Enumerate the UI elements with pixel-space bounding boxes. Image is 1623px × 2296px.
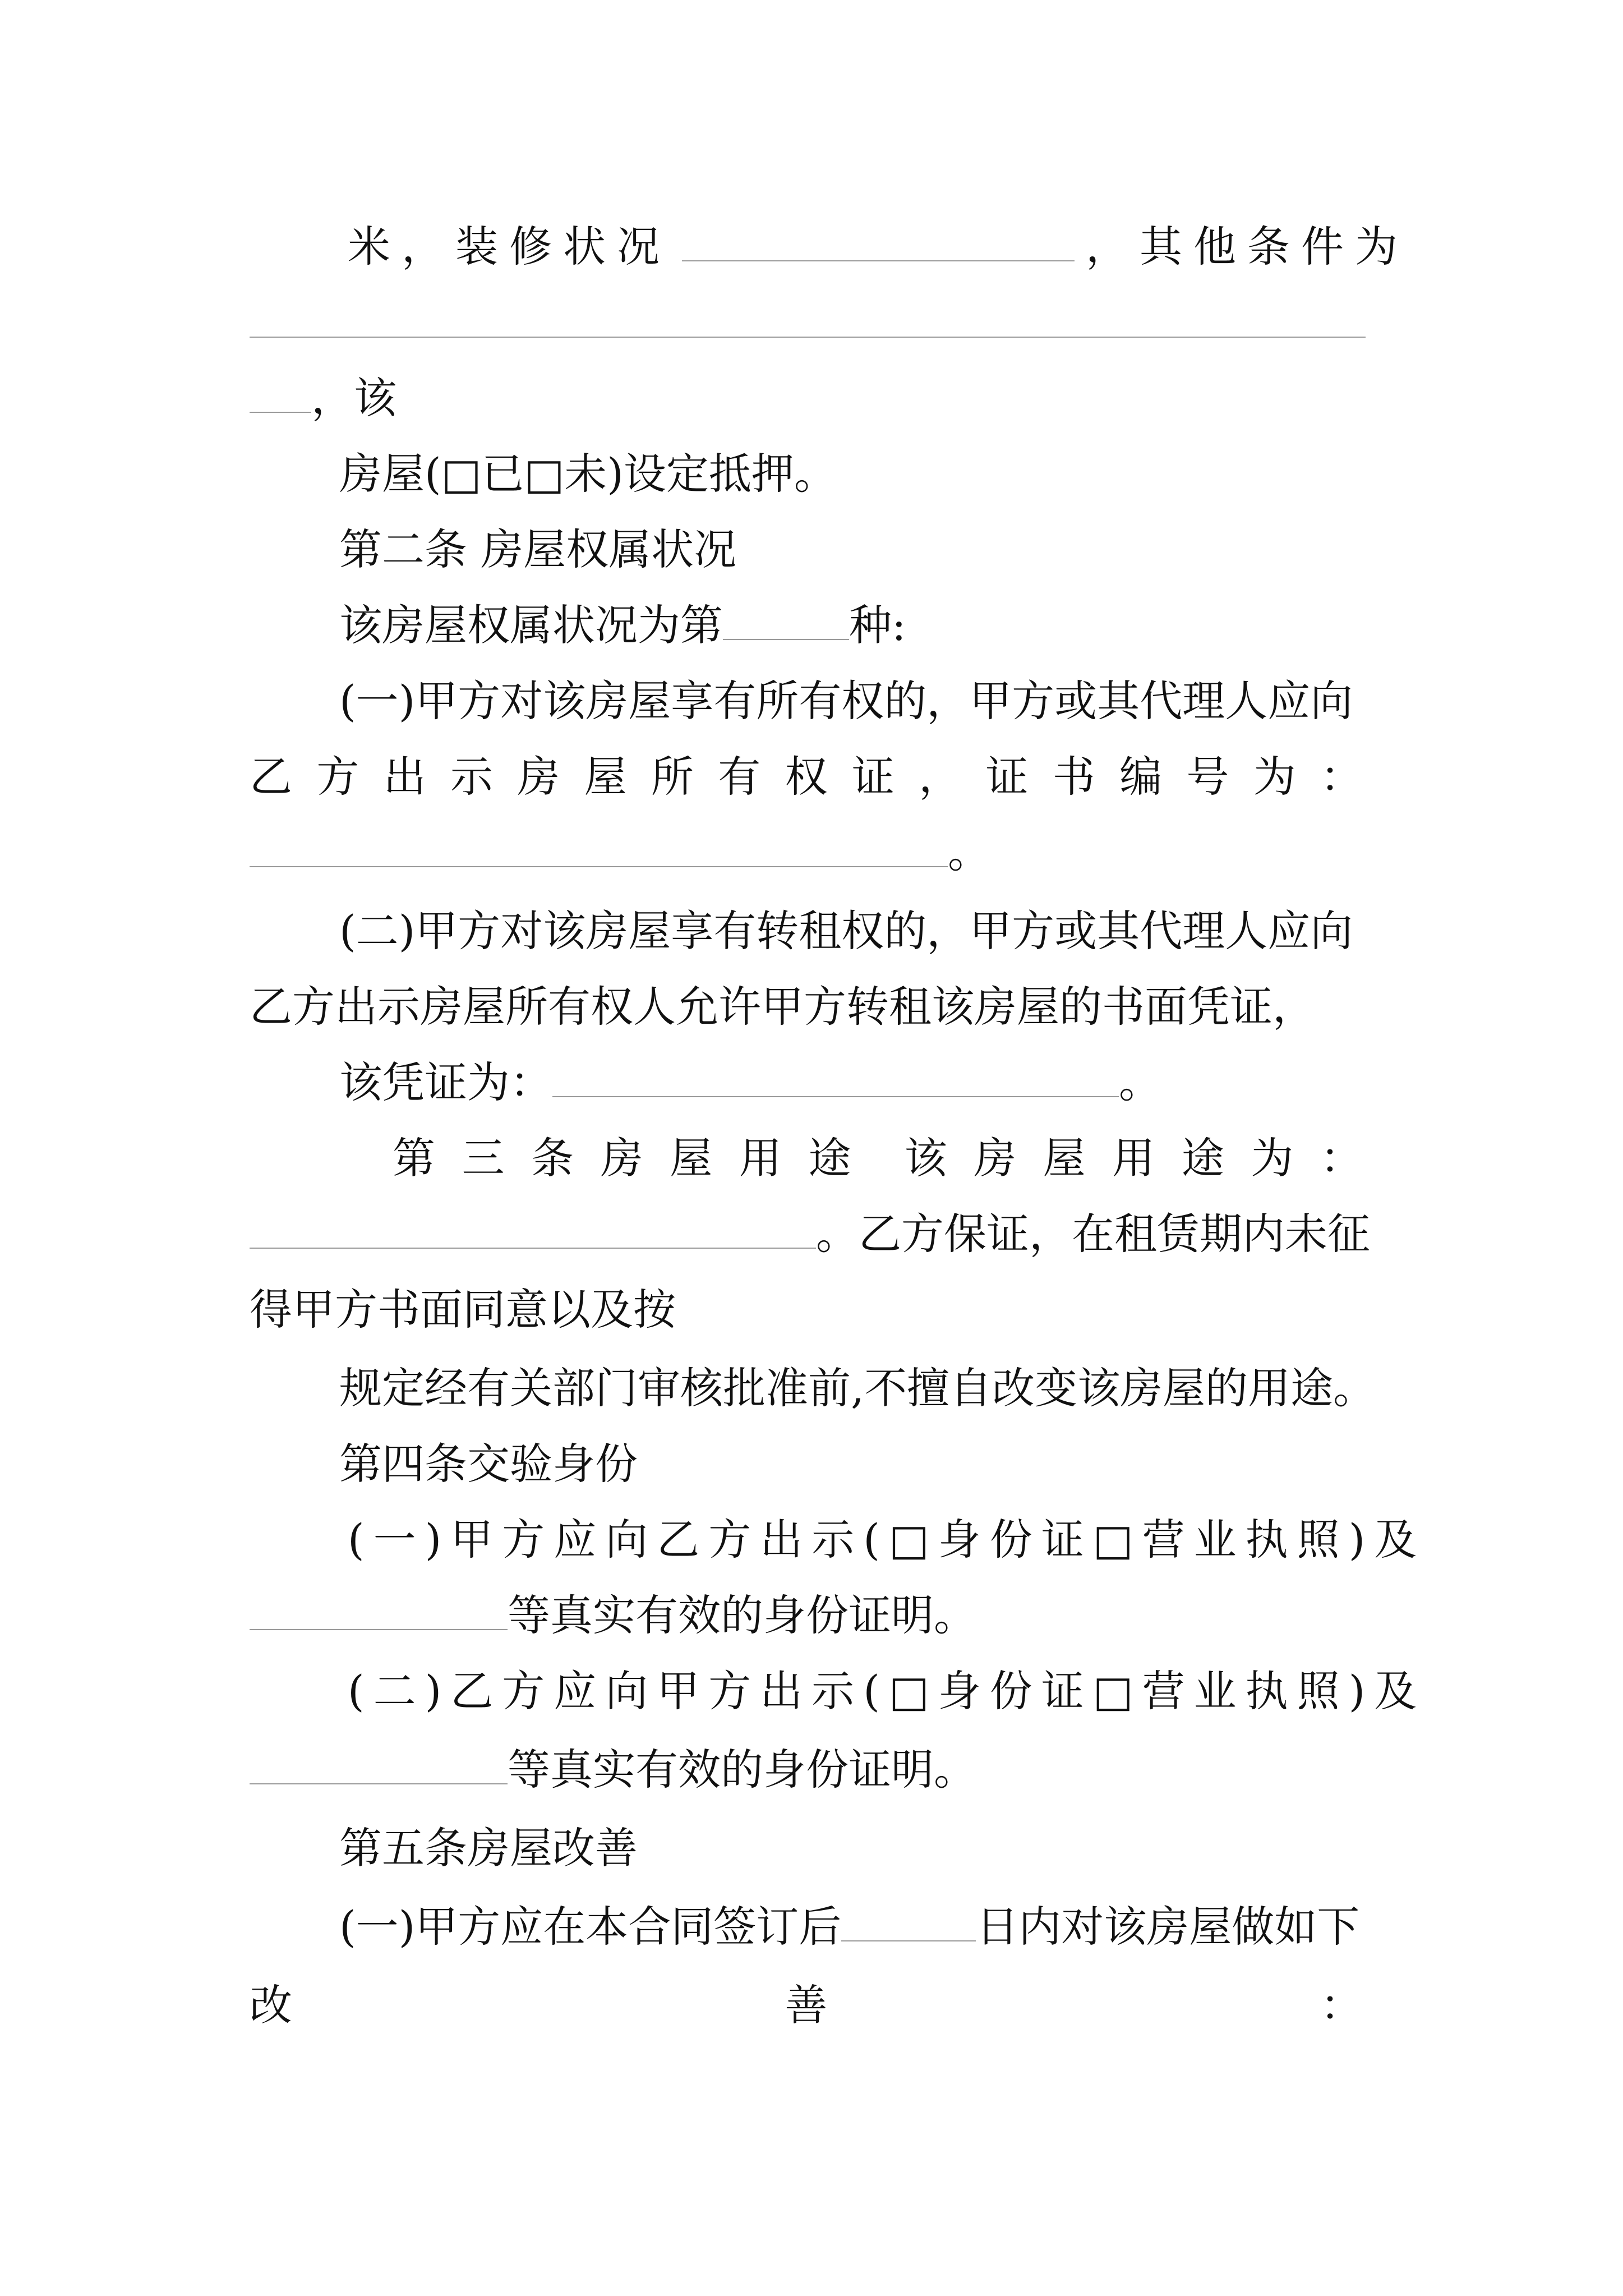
text-sublease-2: 乙方出示房屋所有权人允许甲方转租该房屋的书面凭证， (250, 982, 1315, 1032)
line-improve (250, 1980, 1363, 2031)
text-other-conditions: ，其他条件为 (1086, 222, 1409, 272)
char: 证 (851, 752, 895, 802)
char: 书 (1052, 752, 1095, 802)
line-party-a-id-proof (250, 1590, 1388, 1641)
line-the-house (250, 373, 1388, 424)
line-mortgage (339, 449, 1478, 499)
blank-party-b-id[interactable] (250, 1749, 508, 1784)
char: 屋 (670, 1133, 713, 1183)
text-usage-guarantee: 。乙方保证，在租赁期内未征 (816, 1209, 1370, 1259)
char: 方 (316, 752, 359, 802)
text-voucher: 该凭证为： (339, 1057, 552, 1107)
blank-short[interactable] (250, 377, 311, 413)
article-2-title (339, 524, 1478, 575)
char: ， (919, 752, 962, 802)
text-party-b-id: (二)乙方应向甲方出示(□身份证□营业执照)及 (348, 1666, 1426, 1716)
char: 权 (785, 752, 828, 802)
char: 编 (1119, 752, 1163, 802)
char: 三 (462, 1133, 505, 1183)
char: 条 (531, 1133, 574, 1183)
text-consent: 得甲方书面同意以及按 (250, 1285, 676, 1335)
blank-improvement-days[interactable] (841, 1906, 976, 1941)
char: ： (1320, 1133, 1363, 1183)
char: 屋 (1043, 1133, 1086, 1183)
blank-ownership-type[interactable] (723, 604, 849, 640)
text-ownership-type: 该房屋权属状况为第 (339, 600, 723, 650)
char: 为 (1253, 752, 1296, 802)
article-4-title (339, 1439, 1478, 1489)
text-id-proof: 等真实有效的身份证明。 (508, 1745, 976, 1795)
char: 房 (517, 752, 560, 802)
blank-usage[interactable] (250, 1213, 816, 1249)
blank-party-a-id[interactable] (250, 1594, 508, 1630)
text-the: ，该 (311, 373, 396, 423)
char: 善 (785, 1980, 828, 2030)
line-voucher (339, 1057, 1478, 1108)
line-party-a-id (348, 1515, 1486, 1565)
char: 途 (1181, 1133, 1224, 1183)
article-2-heading: 第二条 房屋权属状况 (339, 524, 737, 574)
blank-voucher[interactable] (552, 1061, 1119, 1097)
char: ： (1320, 1980, 1363, 2030)
char: 为 (1251, 1133, 1294, 1183)
article-4-heading: 第四条交验身份 (339, 1439, 638, 1489)
char: 用 (1112, 1133, 1155, 1183)
text-period: 。 (948, 827, 990, 877)
blank-certificate-number[interactable] (250, 831, 948, 867)
char: 出 (383, 752, 426, 802)
article-5-title (339, 1823, 1478, 1874)
text-mortgage: 房屋(□已□未)设定抵押。 (339, 449, 837, 499)
char: 房 (974, 1133, 1017, 1183)
text-improvement-b: 日内对该房屋做如下 (976, 1902, 1360, 1952)
line-certificate (250, 752, 1363, 802)
line-sublease-1 (339, 906, 1478, 956)
line-consent (250, 1285, 1388, 1335)
char: 房 (600, 1133, 643, 1183)
char: 有 (718, 752, 761, 802)
line-sublease-2 (250, 982, 1388, 1032)
line-certificate-number (250, 827, 1388, 878)
text-id-proof: 等真实有效的身份证明。 (508, 1590, 976, 1640)
line-party-b-id-proof (250, 1745, 1388, 1795)
char: 第 (393, 1133, 435, 1183)
line-ownership-type (339, 600, 1478, 651)
text-regulation: 规定经有关部门审核批准前,不擅自改变该房屋的用途。 (339, 1363, 1376, 1413)
text-ownership-1: (一)甲方对该房屋享有所有权的，甲方或其代理人应向 (339, 676, 1353, 726)
char: ： (1320, 752, 1363, 802)
blank-other-conditions[interactable] (250, 337, 1366, 338)
line-improvement (339, 1902, 1478, 1952)
article-3-title (393, 1133, 1363, 1184)
text-period: 。 (1119, 1057, 1161, 1107)
line-party-b-id (348, 1666, 1486, 1717)
text-improvement-a: (一)甲方应在本合同签订后 (339, 1902, 842, 1952)
char: 号 (1186, 752, 1229, 802)
char: 用 (739, 1133, 782, 1183)
line-usage (250, 1209, 1388, 1259)
char: 示 (450, 752, 493, 802)
line-regulation (339, 1363, 1478, 1414)
article-5-heading: 第五条房屋改善 (339, 1823, 638, 1873)
char: 途 (808, 1133, 851, 1183)
line-ownership-1 (339, 676, 1478, 726)
char: 乙 (250, 752, 292, 802)
text-sublease-1: (二)甲方对该房屋享有转租权的，甲方或其代理人应向 (339, 906, 1353, 956)
text-rice-decoration: 米，装修状况 (348, 222, 671, 272)
char: 屋 (584, 752, 627, 802)
text-party-a-id: (一)甲方应向乙方出示(□身份证□营业执照)及 (348, 1515, 1426, 1565)
line-decoration-status (348, 222, 1409, 272)
blank-decoration-status[interactable] (682, 226, 1075, 261)
char: 该 (904, 1133, 947, 1183)
char: 证 (985, 752, 1029, 802)
char: 所 (651, 752, 694, 802)
text-kind: 种: (849, 600, 906, 650)
char: 改 (250, 1980, 292, 2030)
